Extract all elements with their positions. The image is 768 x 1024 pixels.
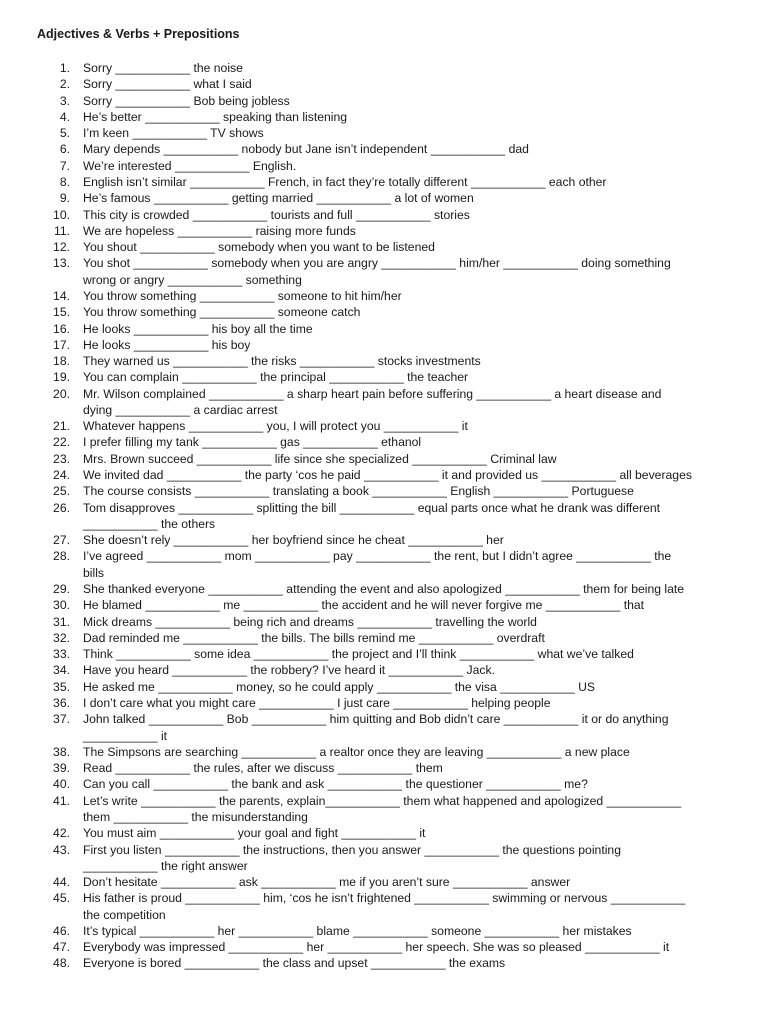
exercise-item	[0, 239, 768, 255]
exercise-item	[0, 321, 768, 337]
exercise-item	[0, 60, 768, 76]
exercise-item	[0, 744, 768, 760]
exercise-item	[0, 434, 768, 450]
exercise-number: 13.	[53, 256, 70, 271]
exercise-number: 38.	[53, 744, 70, 759]
exercise-item	[0, 125, 768, 141]
exercise-item	[0, 451, 768, 467]
page-title: Adjectives & Verbs + Prepositions	[37, 27, 240, 41]
exercise-text: Dad reminded me ___________ the bills. The bills remind me ___________ overdraft	[83, 630, 545, 645]
exercise-text: You can complain ___________ the principal ___________ the teacher	[83, 370, 469, 385]
exercise-number: 6.	[59, 142, 70, 157]
exercise-item	[0, 337, 768, 353]
exercise-number: 12.	[53, 240, 70, 255]
exercise-number: 25.	[53, 484, 70, 499]
exercise-text: Tom disapproves ___________ splitting the bill ___________ equal parts once what he drank was different	[83, 500, 661, 515]
exercise-number: 44.	[53, 875, 70, 890]
exercise-text: wrong or angry ___________ something	[83, 272, 302, 287]
exercise-text: They warned us ___________ the risks ___________ stocks investments	[83, 354, 481, 369]
exercise-item	[0, 955, 768, 971]
exercise-text: Have you heard ___________ the robbery? I’ve heard it ___________ Jack.	[83, 663, 495, 678]
exercise-number: 26.	[53, 500, 70, 515]
exercise-text: You throw something ___________ someone to hit him/her	[83, 288, 402, 303]
exercise-item	[0, 939, 768, 955]
exercise-text: You shot ___________ somebody when you are angry ___________ him/her ___________ doing something	[83, 256, 671, 271]
exercise-number: 2.	[59, 77, 70, 92]
exercise-text: He’s better ___________ speaking than listening	[83, 109, 348, 124]
exercise-number: 19.	[53, 370, 70, 385]
exercise-item	[0, 288, 768, 304]
exercise-item	[0, 614, 768, 630]
exercise-text: You shout ___________ somebody when you want to be listened	[83, 240, 435, 255]
exercise-number: 16.	[53, 321, 70, 336]
exercise-text: I don’t care what you might care ___________ I just care ___________ helping people	[83, 695, 551, 710]
exercise-number: 23.	[53, 451, 70, 466]
exercise-number: 42.	[53, 826, 70, 841]
exercise-number: 39.	[53, 761, 70, 776]
exercise-number: 3.	[59, 93, 70, 108]
exercise-number: 41.	[53, 793, 70, 808]
exercise-number: 1.	[59, 61, 70, 75]
exercise-text: Sorry ___________ Bob being jobless	[83, 93, 290, 108]
exercise-number: 27.	[53, 533, 70, 548]
exercise-text: We’re interested ___________ English.	[83, 158, 297, 173]
exercise-text: He’s famous ___________ getting married ___________ a lot of women	[83, 191, 474, 206]
exercise-item	[0, 597, 768, 613]
exercise-number: 32.	[53, 630, 70, 645]
exercise-text: Mary depends ___________ nobody but Jane isn’t independent ___________ dad	[83, 142, 529, 157]
exercise-item	[0, 141, 768, 157]
exercise-item	[0, 207, 768, 223]
exercise-text: John talked ___________ Bob ___________ him quitting and Bob didn’t care ___________ it or do anything	[83, 712, 669, 727]
exercise-number: 36.	[53, 695, 70, 710]
exercise-number: 9.	[59, 191, 70, 206]
exercise-text: Sorry ___________ the noise	[83, 61, 243, 75]
exercise-item	[0, 679, 768, 695]
exercise-item	[0, 890, 768, 923]
exercise-number: 7.	[59, 158, 70, 173]
exercise-text: The Simpsons are searching ___________ a realtor once they are leaving ___________ a new place	[83, 744, 630, 759]
exercise-number: 47.	[53, 940, 70, 955]
exercise-number: 5.	[59, 126, 70, 141]
exercise-number: 8.	[59, 174, 70, 189]
exercise-number: 10.	[53, 207, 70, 222]
exercise-number: 40.	[53, 777, 70, 792]
exercise-text: His father is proud ___________ him, ‘cos he isn’t frightened ___________ swimming or nervous ___________	[83, 891, 686, 906]
exercise-text: Mr. Wilson complained ___________ a sharp heart pain before suffering ___________ a heart disease and	[83, 386, 662, 401]
exercise-item	[0, 532, 768, 548]
exercise-item	[0, 418, 768, 434]
exercise-number: 14.	[53, 288, 70, 303]
exercise-item	[0, 630, 768, 646]
exercise-number: 35.	[53, 679, 70, 694]
exercise-number: 22.	[53, 435, 70, 450]
exercise-text: Think ___________ some idea ___________ the project and I’ll think ___________ what we’ve talked	[83, 647, 634, 662]
exercise-text: Everyone is bored ___________ the class and upset ___________ the exams	[83, 956, 506, 971]
exercise-text: ___________ the right answer	[83, 858, 248, 873]
exercise-text: Whatever happens ___________ you, I will protect you ___________ it	[83, 419, 468, 434]
exercise-item	[0, 304, 768, 320]
exercise-text: This city is crowded ___________ tourists and full ___________ stories	[83, 207, 470, 222]
exercise-text: Don’t hesitate ___________ ask ___________ me if you aren’t sure ___________ answer	[83, 875, 571, 890]
exercise-item	[0, 695, 768, 711]
exercise-item	[0, 662, 768, 678]
exercise-number: 48.	[53, 956, 70, 971]
exercise-item	[0, 255, 768, 288]
exercise-number: 33.	[53, 647, 70, 662]
exercise-item	[0, 646, 768, 662]
exercise-text: Let’s write ___________ the parents, explain___________ them what happened and apologized ___________	[83, 793, 682, 808]
exercise-text: ___________ the others	[83, 516, 216, 531]
exercise-text: them ___________ the misunderstanding	[83, 809, 308, 824]
exercise-item	[0, 467, 768, 483]
exercise-number: 31.	[53, 614, 70, 629]
exercise-text: She thanked everyone ___________ attending the event and also apologized ___________ them for being late	[83, 582, 685, 596]
exercise-text: He looks ___________ his boy all the time	[83, 321, 313, 336]
exercise-list	[0, 60, 768, 972]
exercise-text: Mick dreams ___________ being rich and dreams ___________ travelling the world	[83, 614, 537, 629]
exercise-number: 28.	[53, 549, 70, 564]
exercise-text: The course consists ___________ translating a book ___________ English ___________ Portuguese	[83, 484, 634, 499]
exercise-number: 30.	[53, 598, 70, 613]
exercise-item	[0, 483, 768, 499]
exercise-text: Everybody was impressed ___________ her ___________ her speech. She was so pleased ___________ it	[83, 940, 670, 955]
exercise-text: Read ___________ the rules, after we discuss ___________ them	[83, 761, 443, 776]
exercise-item	[0, 109, 768, 125]
exercise-item	[0, 842, 768, 875]
exercise-number: 43.	[53, 842, 70, 857]
exercise-text: the competition	[83, 907, 166, 922]
exercise-text: We are hopeless ___________ raising more funds	[83, 223, 356, 238]
exercise-item	[0, 548, 768, 581]
exercise-number: 34.	[53, 663, 70, 678]
exercise-text: dying ___________ a cardiac arrest	[83, 402, 278, 417]
exercise-item	[0, 760, 768, 776]
exercise-number: 45.	[53, 891, 70, 906]
exercise-text: He blamed ___________ me ___________ the accident and he will never forgive me ___________ that	[83, 598, 645, 613]
exercise-number: 46.	[53, 923, 70, 938]
exercise-item	[0, 923, 768, 939]
exercise-item	[0, 500, 768, 533]
exercise-item	[0, 776, 768, 792]
exercise-text: I’ve agreed ___________ mom ___________ pay ___________ the rent, but I didn’t agree ___________ the	[83, 549, 672, 564]
exercise-item	[0, 825, 768, 841]
exercise-number: 11.	[53, 223, 70, 238]
exercise-item	[0, 793, 768, 826]
exercise-item	[0, 223, 768, 239]
exercise-text: She doesn’t rely ___________ her boyfriend since he cheat ___________ her	[83, 533, 504, 548]
exercise-text: Can you call ___________ the bank and ask ___________ the questioner ___________ me?	[83, 777, 588, 792]
exercise-item	[0, 581, 768, 597]
exercise-text: Mrs. Brown succeed ___________ life since she specialized ___________ Criminal law	[83, 451, 557, 466]
exercise-text: Sorry ___________ what I said	[83, 77, 252, 92]
exercise-item	[0, 93, 768, 109]
exercise-text: bills	[83, 565, 104, 580]
exercise-number: 24.	[53, 468, 70, 483]
exercise-number: 21.	[53, 419, 70, 434]
exercise-number: 4.	[59, 109, 70, 124]
exercise-item	[0, 369, 768, 385]
exercise-item	[0, 711, 768, 744]
exercise-item	[0, 174, 768, 190]
exercise-number: 37.	[53, 712, 70, 727]
exercise-text: We invited dad ___________ the party ‘cos he paid ___________ it and provided us ___________ all beverages	[83, 468, 692, 483]
exercise-item	[0, 158, 768, 174]
exercise-number: 29.	[53, 582, 70, 596]
exercise-item	[0, 386, 768, 419]
exercise-item	[0, 353, 768, 369]
exercise-item	[0, 76, 768, 92]
exercise-text: English isn’t similar ___________ French, in fact they’re totally different ___________ each other	[83, 174, 607, 189]
exercise-text: He asked me ___________ money, so he could apply ___________ the visa ___________ US	[83, 679, 596, 694]
exercise-text: It’s typical ___________ her ___________ blame ___________ someone ___________ her mistakes	[83, 923, 632, 938]
exercise-text: First you listen ___________ the instructions, then you answer ___________ the questions pointing	[83, 842, 621, 857]
exercise-number: 17.	[53, 337, 70, 352]
exercise-number: 15.	[53, 305, 70, 320]
exercise-text: You throw something ___________ someone catch	[83, 305, 361, 320]
exercise-number: 20.	[53, 386, 70, 401]
exercise-item	[0, 874, 768, 890]
exercise-text: I prefer filling my tank ___________ gas ___________ ethanol	[83, 435, 422, 450]
exercise-text: He looks ___________ his boy	[83, 337, 251, 352]
exercise-item	[0, 190, 768, 206]
exercise-text: ___________ it	[83, 728, 168, 743]
exercise-number: 18.	[53, 354, 70, 369]
exercise-text: I’m keen ___________ TV shows	[83, 126, 264, 141]
exercise-text: You must aim ___________ your goal and fight ___________ it	[83, 826, 426, 841]
